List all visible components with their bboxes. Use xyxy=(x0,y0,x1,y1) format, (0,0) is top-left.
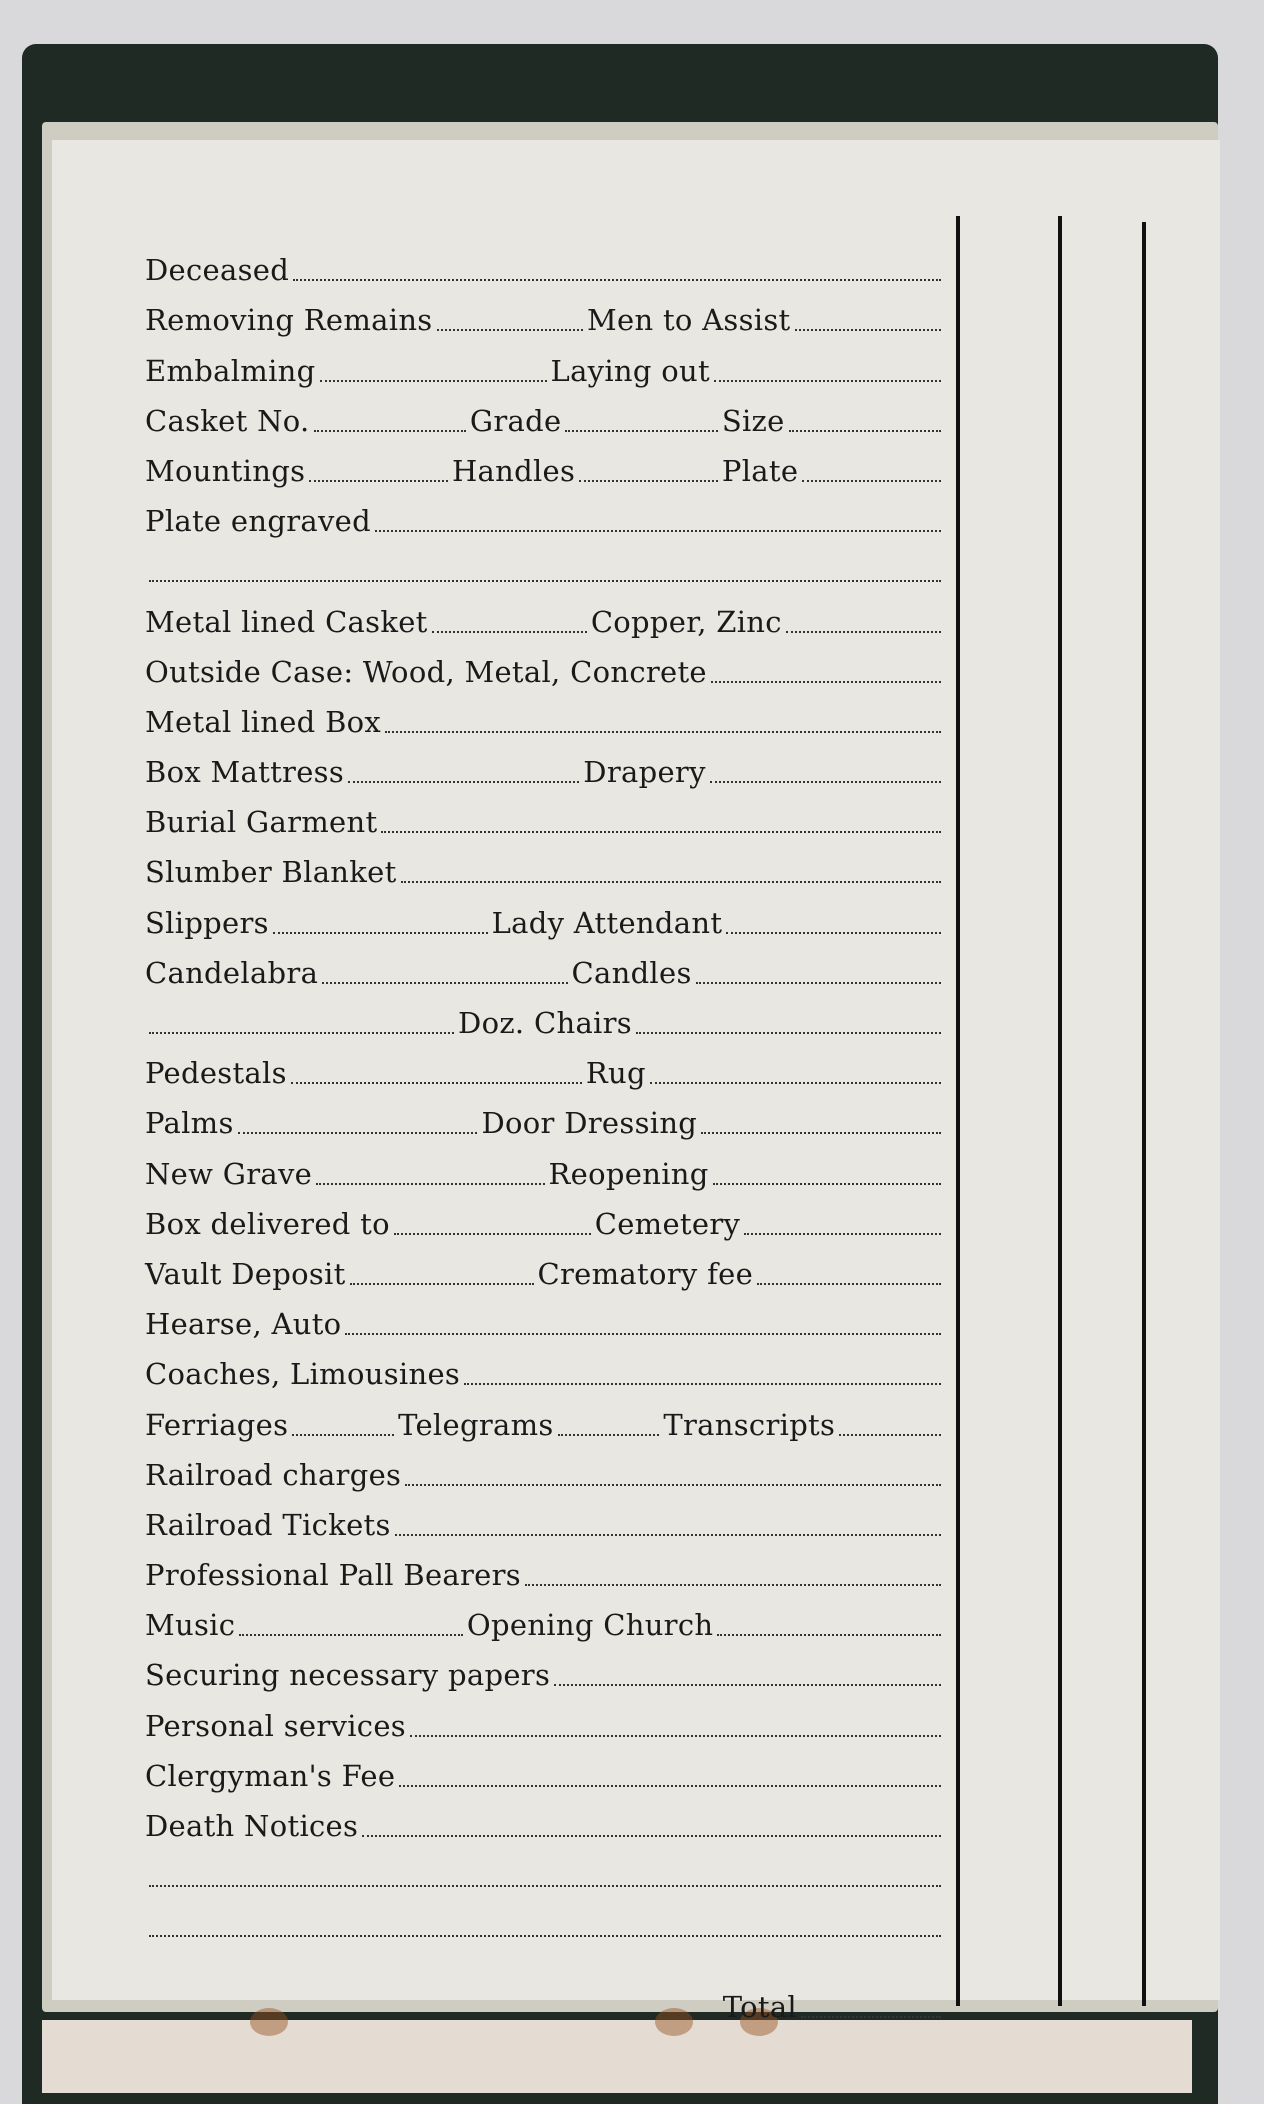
fill-line xyxy=(395,1534,941,1536)
fill-line xyxy=(322,982,567,984)
form-line-label: Reopening xyxy=(548,1156,709,1191)
fill-line xyxy=(437,329,584,331)
form-line-label: Clergyman's Fee xyxy=(145,1758,396,1793)
fill-line xyxy=(345,1333,941,1335)
form-line xyxy=(145,1899,945,1949)
form-line xyxy=(145,1448,945,1498)
form-line-label: Opening Church xyxy=(466,1608,714,1643)
form-line-label: Ferriages xyxy=(145,1407,289,1442)
fill-line xyxy=(293,279,941,281)
form-line-label: Coaches, Limousines xyxy=(145,1357,461,1392)
column-rule-1 xyxy=(956,216,960,2006)
total-line xyxy=(145,1979,945,2029)
form-line xyxy=(145,996,945,1046)
form-line xyxy=(145,1548,945,1598)
form-line xyxy=(145,1397,945,1447)
form-line-label: Vault Deposit xyxy=(145,1256,346,1291)
form-line xyxy=(145,1648,945,1698)
fill-line xyxy=(291,1082,582,1084)
form-line xyxy=(145,1498,945,1548)
fill-line xyxy=(410,1735,941,1737)
next-page-strip xyxy=(42,2020,1192,2093)
fill-line xyxy=(786,631,941,633)
form-line-label: Doz. Chairs xyxy=(458,1006,632,1040)
fill-line xyxy=(238,1132,478,1134)
fill-line xyxy=(309,480,448,482)
fill-line xyxy=(432,631,587,633)
form-line xyxy=(145,343,945,393)
fill-line xyxy=(636,1032,941,1034)
form-line xyxy=(145,1799,945,1849)
form-line-label: Burial Garment xyxy=(145,805,378,840)
form-line-label: Railroad charges xyxy=(145,1457,402,1492)
form-line xyxy=(145,1297,945,1347)
form-line xyxy=(145,1749,945,1799)
fill-line xyxy=(316,1183,544,1185)
form-line-label: Rug xyxy=(585,1056,646,1091)
form-line xyxy=(145,946,945,996)
form-line xyxy=(145,645,945,695)
fill-line xyxy=(292,1434,394,1436)
fill-line xyxy=(273,932,488,934)
form-line xyxy=(145,895,945,945)
fill-line xyxy=(464,1383,941,1385)
fill-line xyxy=(362,1835,941,1837)
form-line-label: Metal lined Box xyxy=(145,704,382,739)
fill-line xyxy=(579,480,718,482)
column-rule-2 xyxy=(1058,216,1062,2006)
form-line xyxy=(145,1096,945,1146)
fill-line xyxy=(696,982,941,984)
form-line-label: Men to Assist xyxy=(587,303,791,338)
form-line-label: Professional Pall Bearers xyxy=(145,1558,521,1593)
form-line xyxy=(145,1849,945,1899)
fill-line xyxy=(381,831,941,833)
fill-line xyxy=(149,580,941,582)
form-line-label: Casket No. xyxy=(145,403,310,438)
form-line-label: Candles xyxy=(571,955,692,990)
form-line-label: Securing necessary papers xyxy=(145,1658,551,1693)
form-line-label: Lady Attendant xyxy=(491,905,723,940)
fill-line xyxy=(714,380,941,382)
fill-line xyxy=(717,1634,941,1636)
form-line xyxy=(145,845,945,895)
fill-line xyxy=(789,430,941,432)
form-line-label: Pedestals xyxy=(145,1056,287,1091)
fill-line xyxy=(401,881,941,883)
form-line xyxy=(145,1197,945,1247)
form-line xyxy=(145,594,945,644)
form-line xyxy=(145,444,945,494)
fill-line xyxy=(350,1283,534,1285)
form-line-label: Music xyxy=(145,1608,236,1643)
fill-line xyxy=(710,781,941,783)
fill-line xyxy=(650,1082,941,1084)
form-line-label: Handles xyxy=(451,453,576,488)
form-line-label: Drapery xyxy=(583,755,706,790)
form-line xyxy=(145,1247,945,1297)
form-line xyxy=(145,795,945,845)
form-line xyxy=(145,494,945,544)
fill-line xyxy=(558,1434,660,1436)
fill-line xyxy=(744,1233,941,1235)
fill-line xyxy=(713,1183,941,1185)
fill-line xyxy=(565,430,717,432)
form-line xyxy=(145,1046,945,1096)
form-line-label: Slumber Blanket xyxy=(145,855,397,890)
fill-line xyxy=(554,1684,941,1686)
fill-line xyxy=(385,731,941,733)
fill-line xyxy=(801,2016,941,2018)
fill-line xyxy=(399,1785,941,1787)
fill-line xyxy=(314,430,466,432)
form-line xyxy=(145,544,945,594)
form-line-label: Death Notices xyxy=(145,1809,359,1843)
fill-line xyxy=(757,1283,941,1285)
fill-line xyxy=(795,329,942,331)
form-line xyxy=(145,745,945,795)
total-label: Total xyxy=(722,1989,797,2024)
form-line-label: Palms xyxy=(145,1106,234,1141)
form-line-label: Laying out xyxy=(550,353,710,388)
fill-line xyxy=(149,1935,941,1937)
fill-line xyxy=(726,932,941,934)
form-line-label: Size xyxy=(721,403,785,438)
form-line-label: Removing Remains xyxy=(145,303,433,338)
fill-line xyxy=(149,1885,941,1887)
form-line-label: Deceased xyxy=(145,253,290,288)
form-line-label: Railroad Tickets xyxy=(145,1507,391,1542)
form-line-label: Transcripts xyxy=(663,1407,836,1442)
form-line-label: Door Dressing xyxy=(481,1106,698,1141)
fill-line xyxy=(802,480,941,482)
form-line-label: Metal lined Casket xyxy=(145,604,428,639)
form-line-label: Box Mattress xyxy=(145,755,345,790)
form-line xyxy=(145,243,945,293)
form-line xyxy=(145,1347,945,1397)
fill-line xyxy=(348,781,579,783)
form-line xyxy=(145,394,945,444)
fill-line xyxy=(394,1233,591,1235)
column-rule-3 xyxy=(1142,222,1146,2006)
fill-line xyxy=(405,1484,941,1486)
fill-line xyxy=(711,681,941,683)
form-line-label: Candelabra xyxy=(145,955,319,990)
fill-line xyxy=(320,380,547,382)
form-line xyxy=(145,1598,945,1648)
form-line-label: Outside Case: Wood, Metal, Concrete xyxy=(145,654,707,689)
form-line-label: Cemetery xyxy=(594,1206,741,1241)
form-line xyxy=(145,293,945,343)
form-line xyxy=(145,1698,945,1748)
form-line-label: Grade xyxy=(469,403,562,438)
fill-line xyxy=(375,530,941,532)
form-line-label: Embalming xyxy=(145,353,316,388)
form-line-label: Hearse, Auto xyxy=(145,1307,342,1342)
fill-line xyxy=(839,1434,941,1436)
fill-line xyxy=(239,1634,463,1636)
form-line-label: Mountings xyxy=(145,453,306,488)
fill-line xyxy=(149,1032,454,1034)
fill-line xyxy=(701,1132,941,1134)
form-line xyxy=(145,1146,945,1196)
form-line-label: Telegrams xyxy=(398,1407,554,1442)
form-line-label: Plate engraved xyxy=(145,504,371,539)
form-line-label: Crematory fee xyxy=(537,1256,754,1291)
form-line-label: Slippers xyxy=(145,905,269,940)
form-line xyxy=(145,695,945,745)
form-line-label: New Grave xyxy=(145,1156,313,1191)
fill-line xyxy=(525,1584,941,1586)
form-line-label: Copper, Zinc xyxy=(590,604,782,639)
form-lines xyxy=(145,243,945,2030)
form-line-label: Box delivered to xyxy=(145,1206,390,1241)
form-line-label: Personal services xyxy=(145,1708,406,1743)
form-line-label: Plate xyxy=(721,453,799,488)
